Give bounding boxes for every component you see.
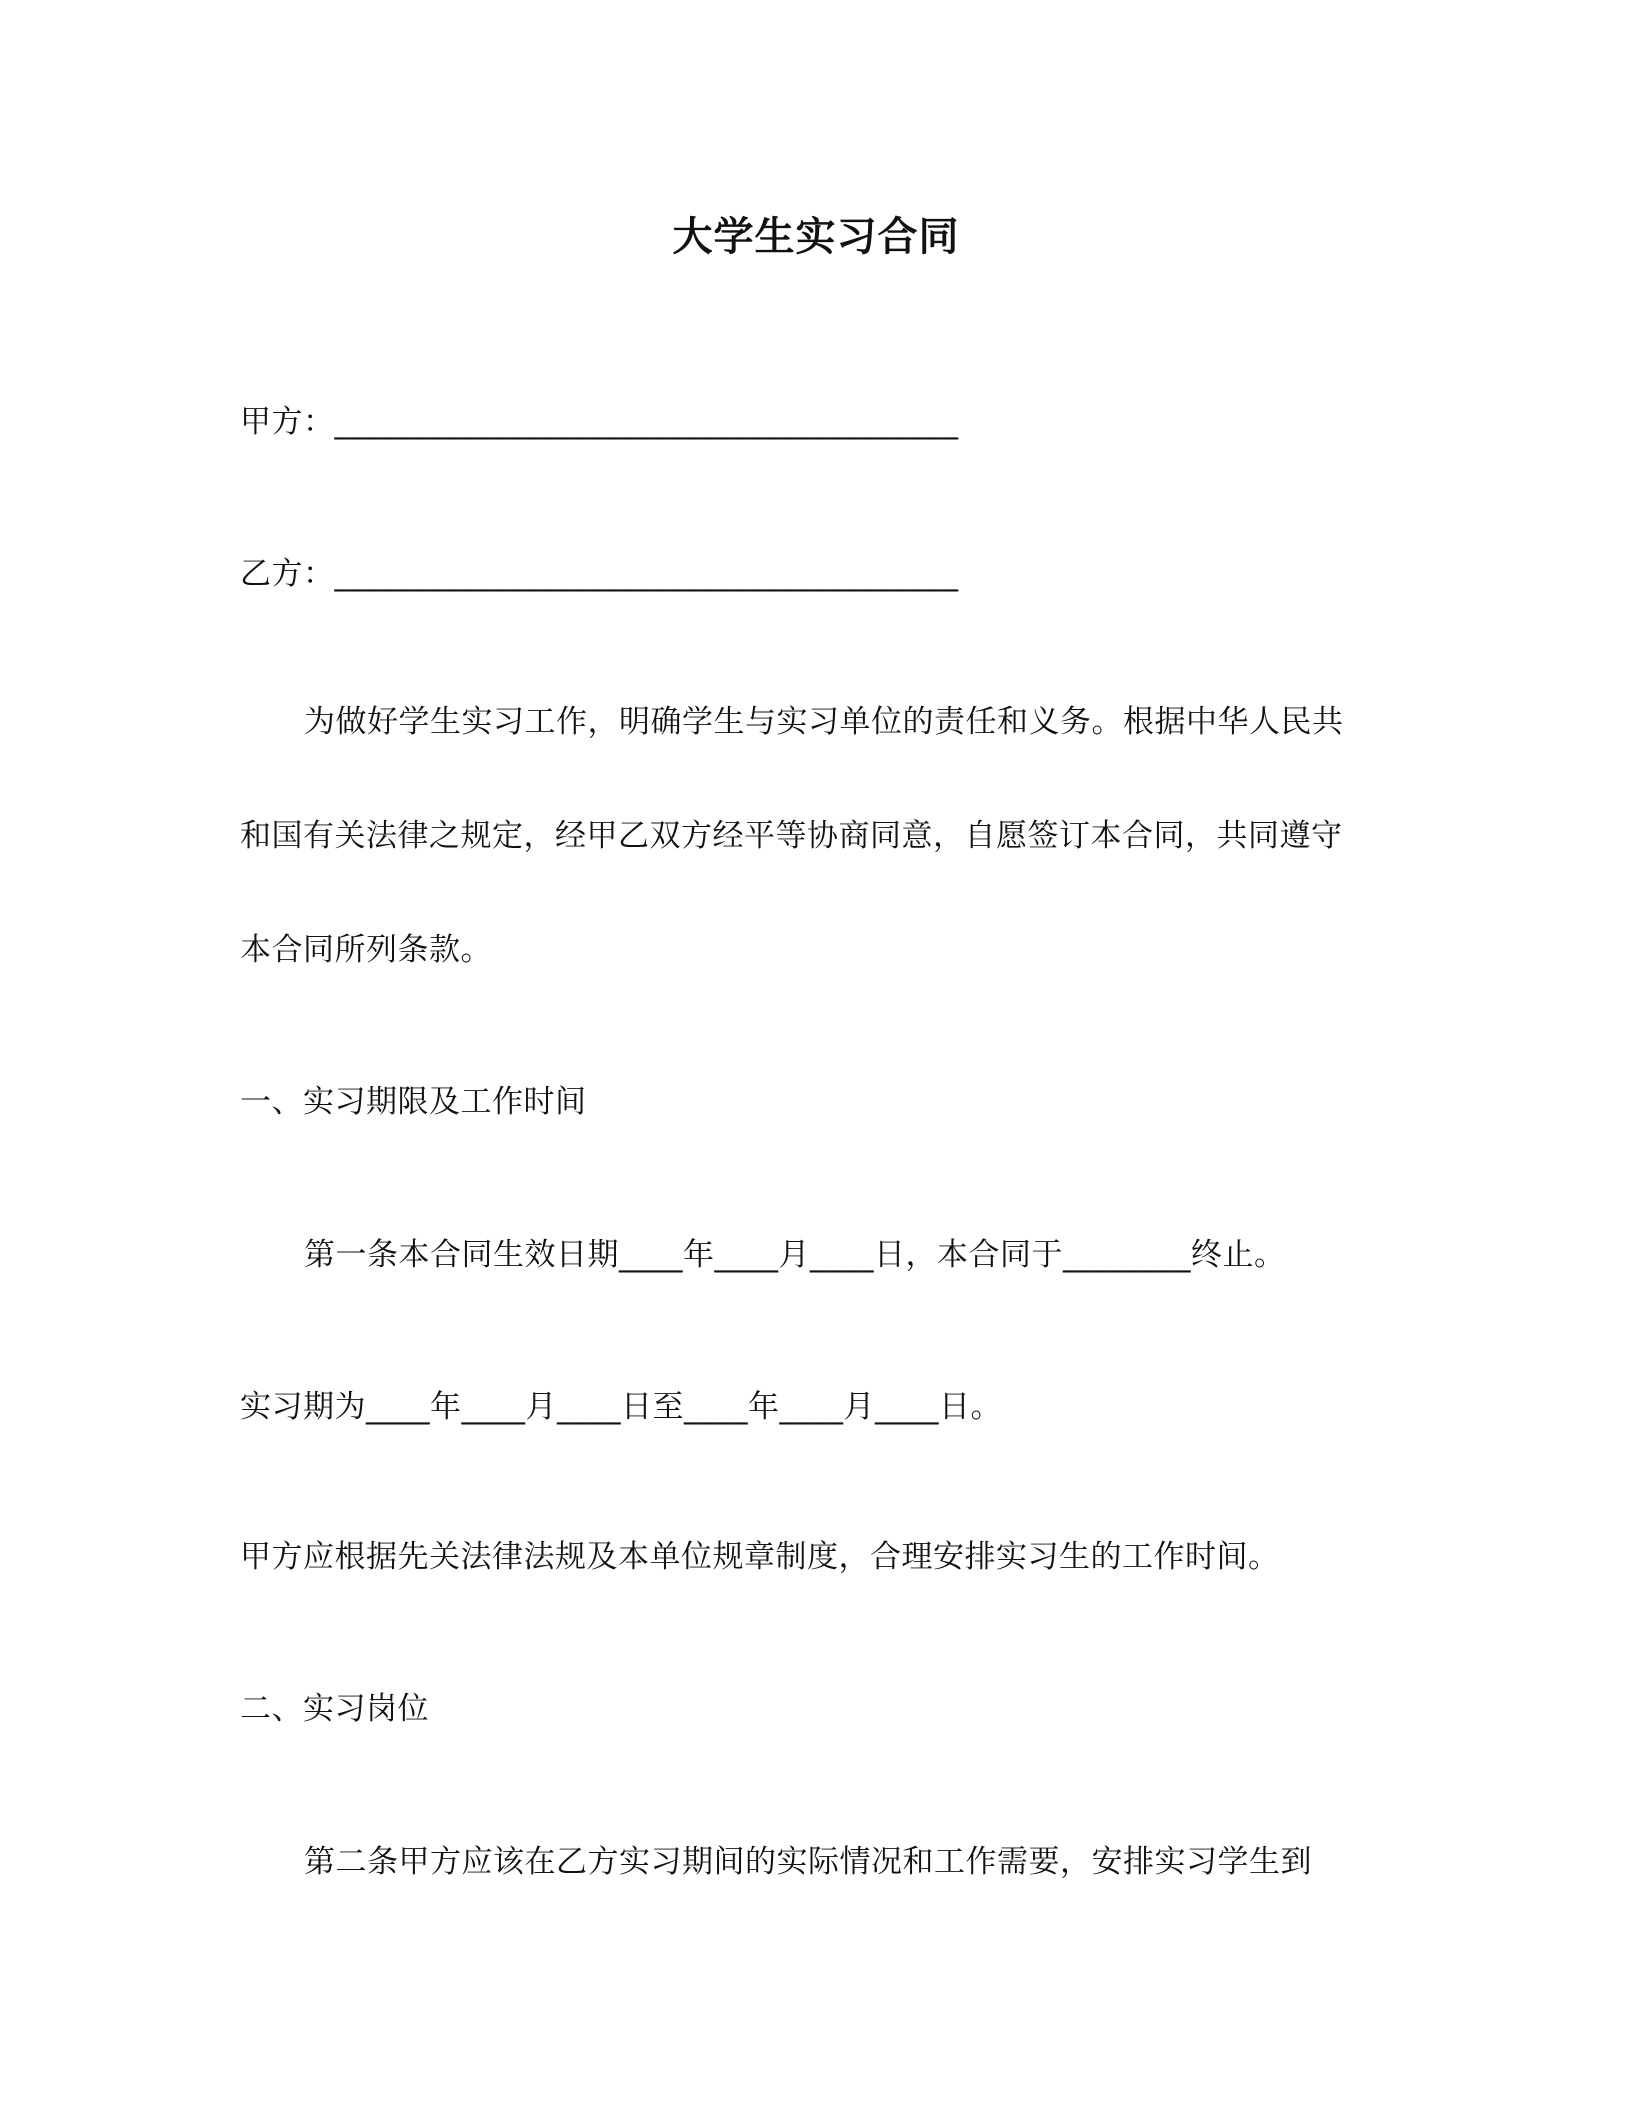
preamble-line-2: 和国有关法律之规定，经甲乙双方经平等协商同意，自愿签订本合同，共同遵守 [240,818,1343,854]
preamble-line-1: 为做好学生实习工作，明确学生与实习单位的责任和义务。根据中华人民共 [304,704,1344,740]
document-title: 大学生实习合同 [672,214,960,260]
article-1-line: 第一条本合同生效日期____年____月____日，本合同于________终止。 [304,1237,1286,1273]
internship-period-line: 实习期为____年____月____日至____年____月____日。 [240,1389,1002,1425]
party-a-line: 甲方：_______________________________________ [240,404,959,440]
section-1-heading: 一、实习期限及工作时间 [240,1084,587,1120]
work-time-line: 甲方应根据先关法律法规及本单位规章制度，合理安排实习生的工作时间。 [240,1539,1280,1575]
preamble-line-3: 本合同所列条款。 [240,932,492,968]
party-b-line: 乙方：_______________________________________ [240,556,959,592]
article-2-line: 第二条甲方应该在乙方实习期间的实际情况和工作需要，安排实习学生到 [304,1844,1312,1880]
section-2-heading: 二、实习岗位 [240,1691,429,1727]
